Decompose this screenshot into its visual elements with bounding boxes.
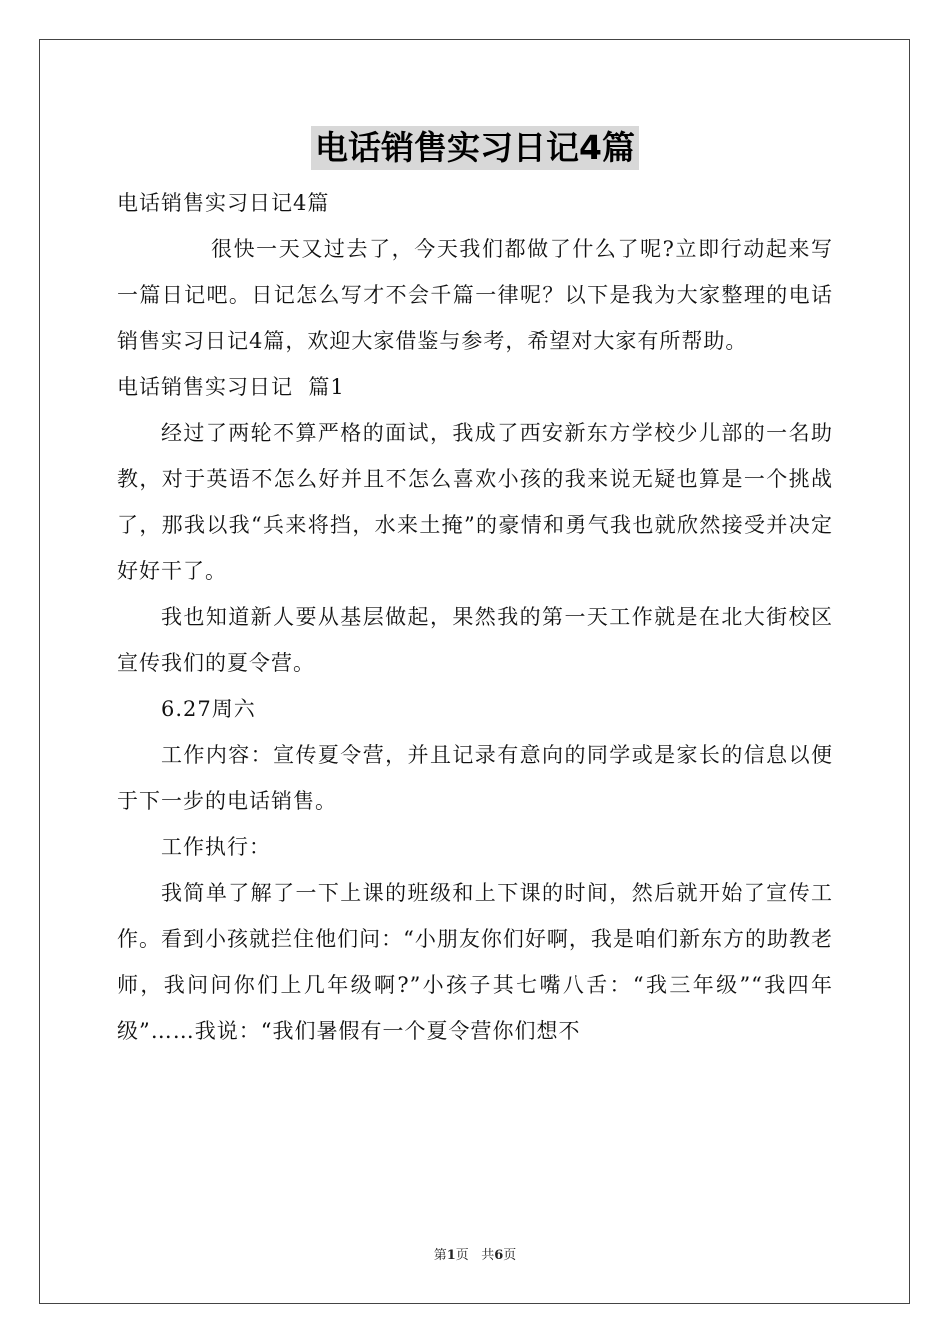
total-unit: 页: [503, 1248, 517, 1263]
document-subtitle: 电话销售实习日记4篇: [117, 191, 330, 215]
intro-paragraph: 很快一天又过去了，今天我们都做了什么了呢?立即行动起来写一篇日记吧。日记怎么写才不会千篇一律呢？以下是我为大家整理的电话销售实习日记4篇，欢迎大家借鉴与参考，希望对大家有所帮助。: [117, 237, 833, 353]
document-body: [117, 180, 833, 1054]
page-total: 6: [494, 1248, 504, 1263]
section-heading: 电话销售实习日记 篇1: [117, 375, 345, 399]
diary-date: 6.27周六: [161, 697, 256, 721]
document-title: 电话销售实习日记4篇: [311, 126, 639, 170]
page-footer: [0, 1244, 950, 1263]
page-current: 1: [446, 1248, 456, 1263]
total-prefix: 共: [481, 1248, 495, 1263]
page-prefix: 第: [433, 1248, 447, 1263]
body-paragraph: 工作执行：: [161, 835, 271, 859]
body-paragraph: 我简单了解了一下上课的班级和上下课的时间，然后就开始了宣传工作。看到小孩就拦住他们问：“小朋友你们好啊，我是咱们新东方的助教老师，我问问你们上几年级啊?”小孩子其七嘴八舌：“我三年级”“我四年级”……我说：“我们暑假有一个夏令营你们想不: [117, 881, 833, 1043]
body-paragraph: 工作内容：宣传夏令营，并且记录有意向的同学或是家长的信息以便于下一步的电话销售。: [117, 743, 833, 813]
title-area: [0, 126, 950, 170]
page-unit: 页: [455, 1248, 469, 1263]
body-paragraph: 经过了两轮不算严格的面试，我成了西安新东方学校少儿部的一名助教，对于英语不怎么好并且不怎么喜欢小孩的我来说无疑也算是一个挑战了，那我以我“兵来将挡，水来土掩”的豪情和勇气我也就欣然接受并决定好好干了。: [117, 421, 833, 583]
body-paragraph: 我也知道新人要从基层做起，果然我的第一天工作就是在北大街校区宣传我们的夏令营。: [117, 605, 833, 675]
